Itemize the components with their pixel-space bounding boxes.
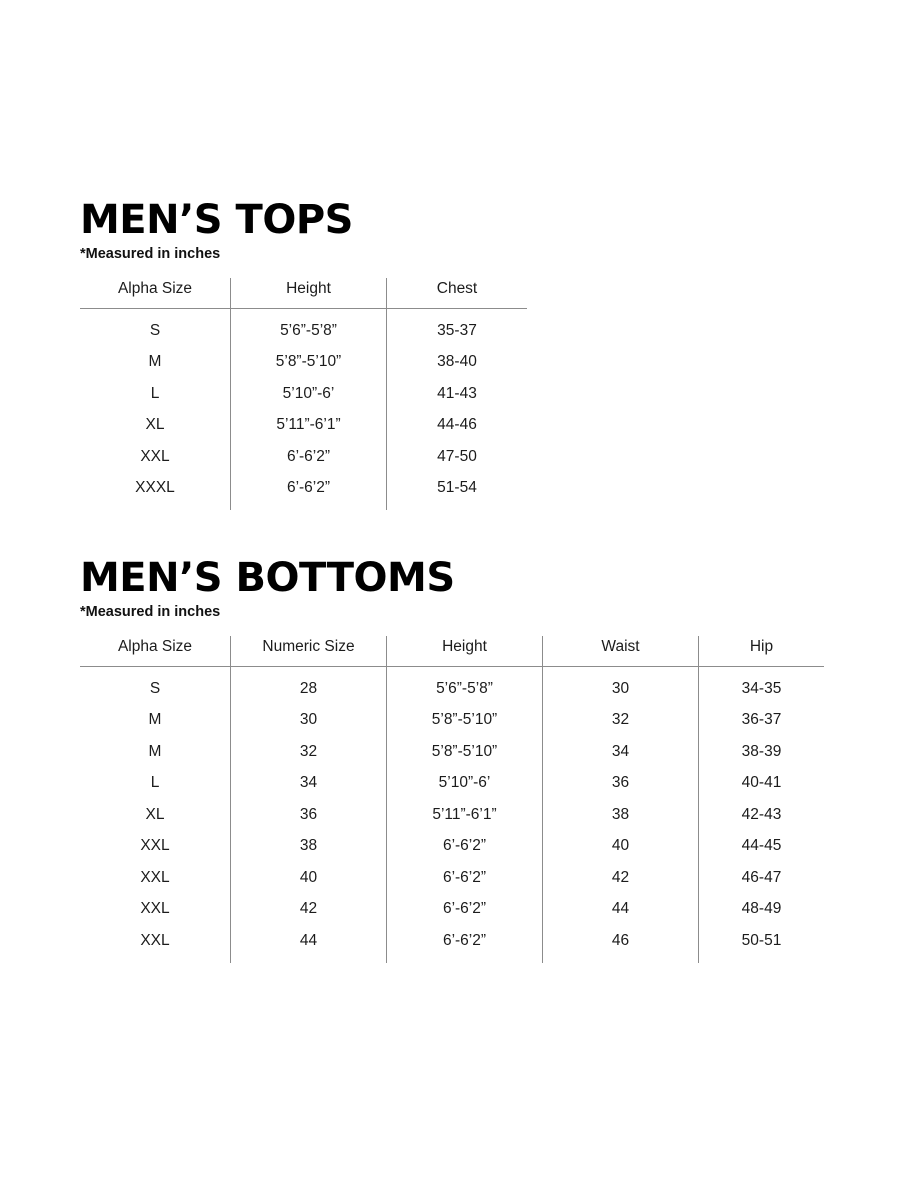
cell-hip: 34-35 [699, 667, 825, 705]
table-row [80, 705, 824, 737]
cell-height: 6’-6’2” [231, 441, 387, 473]
cell-waist: 42 [543, 862, 699, 894]
table-row [80, 347, 527, 379]
column-header-chest: Chest [387, 278, 528, 309]
table-row [80, 925, 824, 963]
cell-numeric-size: 38 [231, 831, 387, 863]
mens-bottoms-table-body [80, 667, 824, 963]
cell-numeric-size: 44 [231, 925, 387, 963]
cell-hip: 46-47 [699, 862, 825, 894]
cell-hip: 38-39 [699, 736, 825, 768]
cell-alpha-size: M [148, 353, 162, 371]
mens-tops-table-body [80, 309, 527, 511]
mens-tops-table-head [80, 278, 527, 309]
table-row [80, 473, 527, 511]
table-row [80, 736, 824, 768]
cell-height: 5’8”-5’10” [231, 347, 387, 379]
cell-alpha-size: XXXL [135, 479, 175, 497]
cell-alpha-size: XL [145, 805, 165, 823]
cell-numeric-size: 40 [231, 862, 387, 894]
column-header-height: Height [387, 636, 543, 667]
cell-alpha-size: XXL [140, 900, 170, 918]
column-header-hip: Hip [699, 636, 825, 667]
cell-numeric-size: 42 [231, 894, 387, 926]
cell-waist: 44 [543, 894, 699, 926]
cell-alpha-size: L [150, 384, 160, 402]
mens-tops-section [80, 197, 820, 510]
cell-chest: 51-54 [387, 473, 528, 511]
cell-alpha-size: XXL [140, 447, 170, 465]
table-row [80, 667, 824, 705]
cell-hip: 44-45 [699, 831, 825, 863]
cell-alpha-size: XXL [140, 868, 170, 886]
table-header-row [80, 278, 527, 309]
cell-height: 5’10”-6’ [231, 378, 387, 410]
cell-numeric-size: 28 [231, 667, 387, 705]
cell-height: 5’8”-5’10” [387, 736, 543, 768]
cell-alpha-size: M [148, 711, 162, 729]
cell-numeric-size: 36 [231, 799, 387, 831]
table-row [80, 441, 527, 473]
cell-waist: 38 [543, 799, 699, 831]
cell-height: 6’-6’2” [387, 831, 543, 863]
cell-hip: 48-49 [699, 894, 825, 926]
cell-height: 5’11”-6’1” [231, 410, 387, 442]
cell-waist: 40 [543, 831, 699, 863]
cell-height: 5’10”-6’ [387, 768, 543, 800]
cell-numeric-size: 34 [231, 768, 387, 800]
mens-bottoms-title: MEN’S BOTTOMS [80, 555, 455, 601]
cell-waist: 32 [543, 705, 699, 737]
cell-height: 6’-6’2” [387, 925, 543, 963]
table-row [80, 894, 824, 926]
cell-height: 6’-6’2” [387, 862, 543, 894]
table-header-row [80, 636, 824, 667]
cell-waist: 36 [543, 768, 699, 800]
mens-bottoms-note: *Measured in inches [80, 604, 221, 620]
mens-tops-title: MEN’S TOPS [80, 197, 353, 243]
cell-height: 5’11”-6’1” [387, 799, 543, 831]
cell-alpha-size: L [150, 774, 160, 792]
column-header-waist: Waist [543, 636, 699, 667]
table-row [80, 862, 824, 894]
cell-height: 5’6”-5’8” [387, 667, 543, 705]
cell-alpha-size: XXL [140, 837, 170, 855]
cell-alpha-size: S [149, 321, 161, 339]
cell-height: 5’6”-5’8” [231, 309, 387, 347]
mens-tops-table [80, 278, 527, 510]
table-row [80, 831, 824, 863]
table-row [80, 378, 527, 410]
table-row [80, 768, 824, 800]
cell-alpha-size: XXL [140, 931, 170, 949]
cell-numeric-size: 30 [231, 705, 387, 737]
cell-alpha-size: S [149, 679, 161, 697]
cell-numeric-size: 32 [231, 736, 387, 768]
column-header-alpha-size: Alpha Size [117, 280, 193, 297]
cell-height: 5’8”-5’10” [387, 705, 543, 737]
cell-height: 6’-6’2” [231, 473, 387, 511]
cell-hip: 50-51 [699, 925, 825, 963]
mens-bottoms-table [80, 636, 824, 963]
mens-bottoms-section [80, 555, 820, 963]
cell-waist: 30 [543, 667, 699, 705]
table-row [80, 410, 527, 442]
cell-alpha-size: XL [145, 416, 165, 434]
cell-chest: 47-50 [387, 441, 528, 473]
column-header-numeric-size: Numeric Size [231, 636, 387, 667]
cell-chest: 38-40 [387, 347, 528, 379]
table-row [80, 799, 824, 831]
cell-height: 6’-6’2” [387, 894, 543, 926]
cell-alpha-size: M [148, 742, 162, 760]
cell-chest: 35-37 [387, 309, 528, 347]
cell-hip: 36-37 [699, 705, 825, 737]
cell-chest: 41-43 [387, 378, 528, 410]
mens-bottoms-table-head [80, 636, 824, 667]
cell-waist: 46 [543, 925, 699, 963]
table-row [80, 309, 527, 347]
cell-hip: 42-43 [699, 799, 825, 831]
column-header-height: Height [231, 278, 387, 309]
mens-tops-note: *Measured in inches [80, 246, 221, 262]
column-header-alpha-size: Alpha Size [117, 638, 193, 655]
cell-hip: 40-41 [699, 768, 825, 800]
cell-chest: 44-46 [387, 410, 528, 442]
cell-waist: 34 [543, 736, 699, 768]
